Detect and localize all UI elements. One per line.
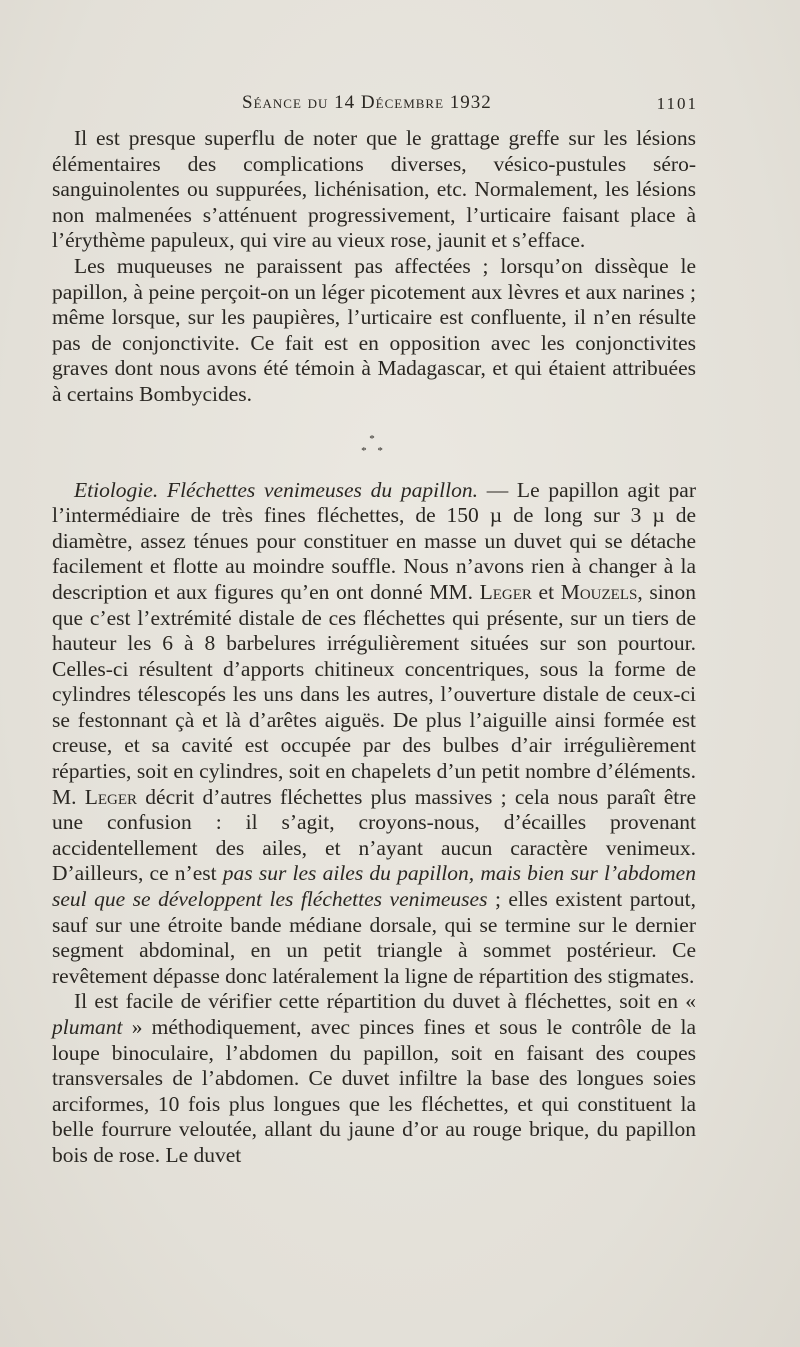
separator-asterisks-bottom: * * <box>361 444 387 457</box>
separator-asterisk-top: * <box>369 432 379 445</box>
page-number: 1101 <box>656 94 698 113</box>
emphasis-abdomen: pas sur les ailes du papillon, mais bien sur l’abdomen seul que se développent les fléchettes venimeuses <box>52 861 696 912</box>
paragraph-etiologie: Etiologie. Fléchettes venimeuses du papillon. — Le papillon agit par l’intermédiaire de très fines fléchettes, de 150 µ de long sur 3 µ de diamètre, assez ténues pour constituer en masse un duvet qui se détache facilement et flotte au moindre souffle. Nous n’avons rien à changer à la description et aux figures qu’en ont donné MM. Leger et Mouzels, sinon que c’est l’extrémité distale de ces fléchettes qui présente, sur un tiers de hauteur les 6 à 8 barbelures irrégulièrement situées sur son pourtour. Celles-ci résultent d’apports chitineux concentriques, sous la forme de cylindres télescopés les uns dans les autres, l’ouverture distale de ceux-ci se festonnant çà et là d’arêtes aiguës. De plus l’aiguille ainsi formée est creuse, et sa cavité est occupée par des bulbes d’air irrégulièrement réparties, soit en cylindres, soit en chapelets d’un petit nombre d’éléments. M. Leger décrit d’autres fléchettes plus massives ; cela nous paraît être une confusion : il s’agit, croyons-nous, d’écailles provenant accidentellement des ailes, et n’ayant aucun caractère venimeux. D’ailleurs, ce n’est pas sur les ailes du papillon, mais bien sur l’abdomen seul que se développent les fléchettes venimeuses ; elles existent partout, sauf sur une étroite bande médiane dorsale, qui se termine sur le dernier segment abdominal, en un petit triangle à sommet postérieur. Ce revêtement dépasse donc latéralement la ligne de répartition des stigmates. <box>52 477 696 988</box>
body-text <box>52 126 696 1169</box>
author-name-mouzels: Mouzels <box>560 579 638 604</box>
running-head-title: Séance du 14 Décembre 1932 <box>242 92 492 113</box>
paragraph-muqueuses: Les muqueuses ne paraissent pas affectées ; lorsqu’on dissèque le papillon, à peine perçoit-on un léger picotement aux lèvres et aux narines ; même lorsque, sur les paupières, l’urticaire est confluente, il n’en résulte pas de conjonctivite. Ce fait est en opposition avec les conjonctivites graves dont nous avons été témoin à Madagascar, et qui étaient attribuées à certains Bombycides. <box>52 253 696 406</box>
section-separator <box>52 408 696 478</box>
paragraph-grattage: Il est presque superflu de noter que le grattage greffe sur les lésions élémentaires des complications diverses, vésico-pustules séro-sanguinolentes ou suppurées, lichénisation, etc. Normalement, les lésions non malmenées s’atténuent progressivement, l’urticaire faisant place à l’érythème papuleux, qui vire au vieux rose, jaunit et s’efface. <box>52 126 696 253</box>
author-name-leger-2: Leger <box>84 784 138 809</box>
author-name-leger: Leger <box>479 579 532 604</box>
emphasis-plumant: plumant <box>52 1015 123 1039</box>
section-heading-etiologie: Etiologie. Fléchettes venimeuses du papillon. <box>74 477 478 502</box>
paragraph-repartition: Il est facile de vérifier cette répartition du duvet à fléchettes, soit en « plumant » méthodiquement, avec pinces fines et sous le contrôle de la loupe binoculaire, l’abdomen du papillon, soit en faisant des coupes transversales de l’abdomen. Ce duvet infiltre la base des longues soies arciformes, 10 fois plus longues que les fléchettes, et qui constituent la belle fourrure veloutée, allant du jaune d’or au rouge brique, du papillon bois de rose. Le duvet <box>52 989 696 1167</box>
running-head <box>52 90 696 126</box>
book-page <box>52 90 696 1169</box>
